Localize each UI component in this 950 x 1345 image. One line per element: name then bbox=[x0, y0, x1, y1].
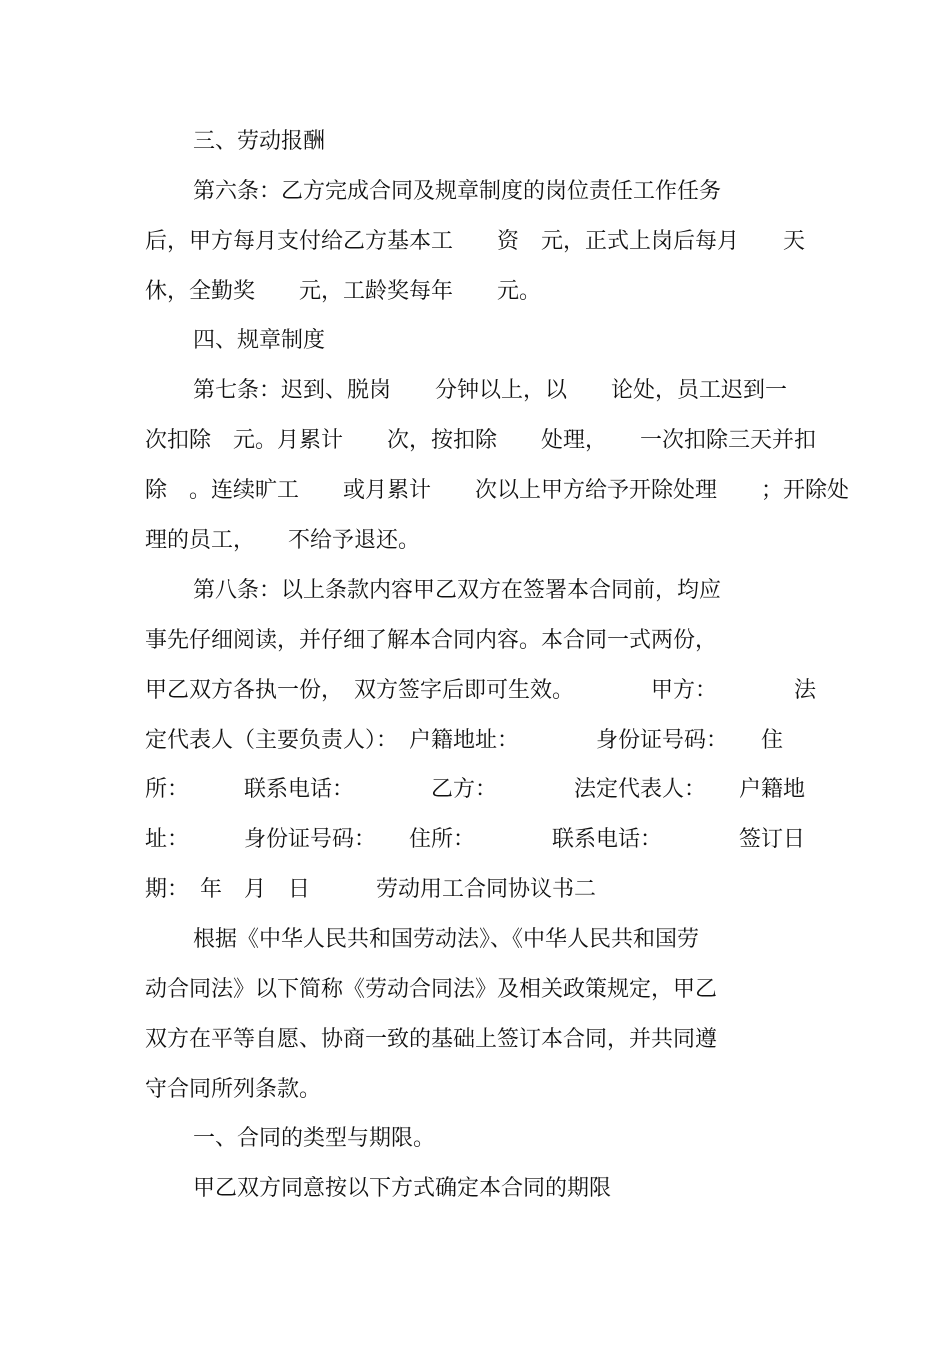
section-heading-remuneration: 三、劳动报酬 bbox=[193, 129, 326, 154]
section-heading-contract-type: 一、合同的类型与期限。 bbox=[193, 1126, 436, 1151]
article-8-line-1: 第八条：以上条款内容甲乙双方在签署本合同前，均应 bbox=[193, 578, 722, 603]
article-7-line-1: 第七条：迟到、脱岗 分钟以上，以 论处，员工迟到一 bbox=[193, 378, 788, 403]
preamble-line-4: 守合同所列条款。 bbox=[145, 1077, 322, 1102]
preamble-line-2: 动合同法》以下简称《劳动合同法》及相关政策规定，甲乙 bbox=[145, 977, 718, 1002]
section-heading-rules: 四、规章制度 bbox=[193, 328, 326, 353]
article-8-line-2: 事先仔细阅读，并仔细了解本合同内容。本合同一式两份， bbox=[145, 628, 718, 653]
signature-block-line-3: 址： 身份证号码： 住所： 联系电话： 签订日 bbox=[145, 827, 806, 852]
article-8-line-3: 甲乙双方各执一份， 双方签字后即可生效。 甲方： 法 bbox=[145, 678, 817, 703]
article-6-line-3: 休，全勤奖 元，工龄奖每年 元。 bbox=[145, 279, 542, 304]
signature-block-line-1: 定代表人（主要负责人）： 户籍地址： 身份证号码： 住 bbox=[145, 728, 784, 753]
article-6-line-2: 后，甲方每月支付给乙方基本工 资 元，正式上岗后每月 天 bbox=[145, 229, 806, 254]
article-7-line-2: 次扣除 元。月累计 次，按扣除 处理， 一次扣除三天并扣 bbox=[145, 428, 817, 453]
preamble-line-3: 双方在平等自愿、协商一致的基础上签订本合同，并共同遵 bbox=[145, 1027, 718, 1052]
signature-block-line-4: 期： 年 月 日 劳动用工合同协议书二 bbox=[145, 877, 597, 902]
preamble-line-1: 根据《中华人民共和国劳动法》、《中华人民共和国劳 bbox=[193, 927, 700, 952]
contract-term-line: 甲乙双方同意按以下方式确定本合同的期限 bbox=[193, 1176, 612, 1201]
signature-block-line-2: 所： 联系电话： 乙方： 法定代表人： 户籍地 bbox=[145, 777, 806, 802]
article-6-line-1: 第六条：乙方完成合同及规章制度的岗位责任工作任务 bbox=[193, 179, 722, 204]
article-7-line-3: 除 。连续旷工 或月累计 次以上甲方给予开除处理 ；开除处 bbox=[145, 478, 850, 503]
article-7-line-4: 理的员工， 不给予退还。 bbox=[145, 528, 421, 553]
